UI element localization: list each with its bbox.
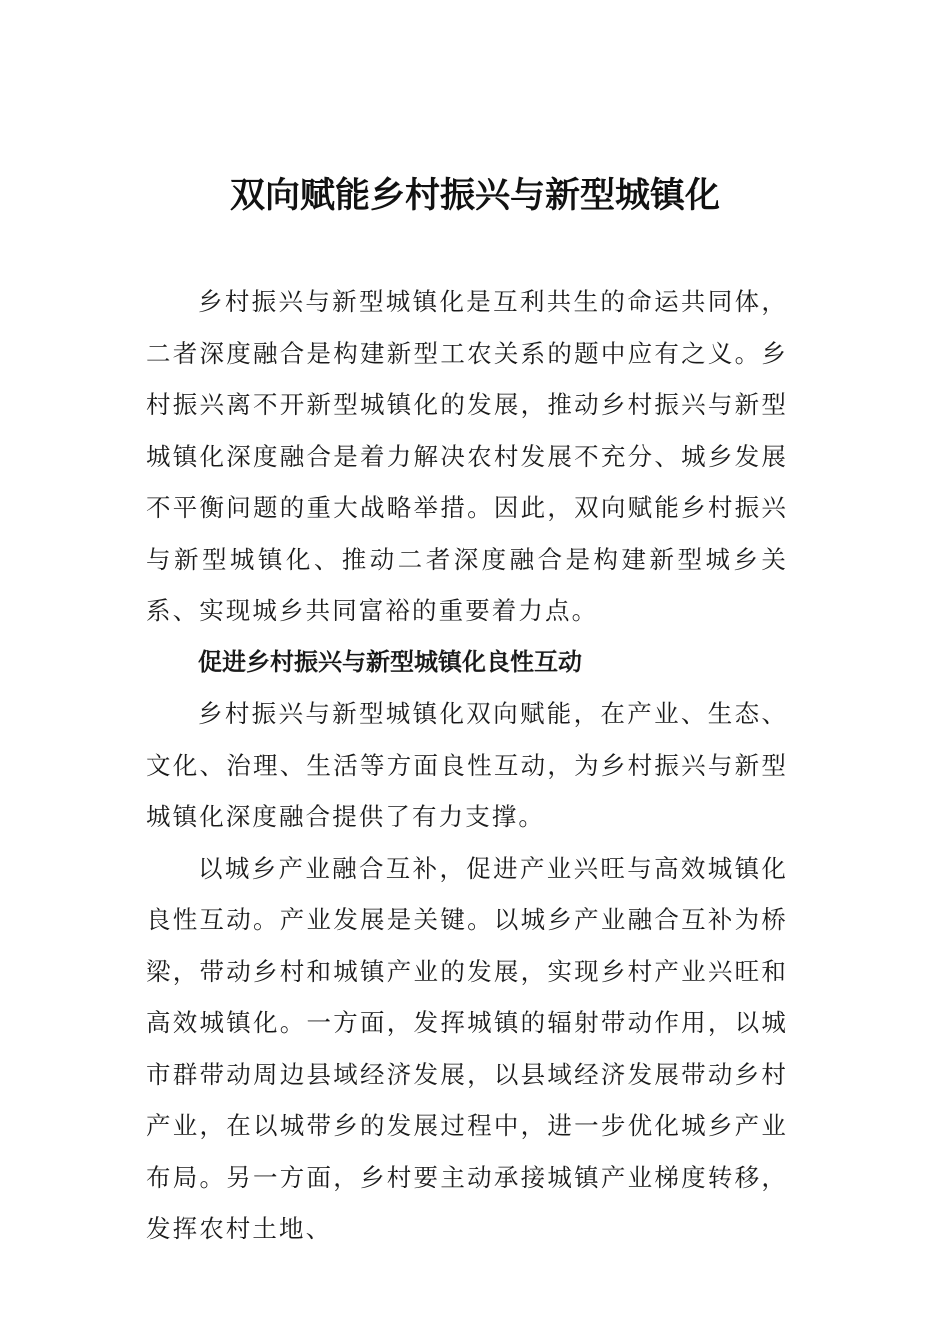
intro-paragraph: 乡村振兴与新型城镇化是互利共生的命运共同体，二者深度融合是构建新型工农关系的题中应有之义。乡村振兴离不开新型城镇化的发展，推动乡村振兴与新型城镇化深度融合是着力解决农村发展不充分、城乡发展不平衡问题的重大战略举措。因此，双向赋能乡村振兴与新型城镇化、推动二者深度融合是构建新型城乡关系、实现城乡共同富裕的重要着力点。 — [146, 287, 788, 625]
page-title: 双向赋能乡村振兴与新型城镇化 — [229, 175, 720, 216]
section-paragraph-1: 乡村振兴与新型城镇化双向赋能，在产业、生态、文化、治理、生活等方面良性互动，为乡村振兴与新型城镇化深度融合提供了有力支撑。 — [146, 699, 788, 831]
section-heading: 促进乡村振兴与新型城镇化良性互动 — [198, 647, 582, 676]
section-paragraph-2: 以城乡产业融合互补，促进产业兴旺与高效城镇化良性互动。产业发展是关键。以城乡产业融合互补为桥梁，带动乡村和城镇产业的发展，实现乡村产业兴旺和高效城镇化。一方面，发挥城镇的辐射带动作用，以城市群带动周边县域经济发展，以县域经济发展带动乡村产业，在以城带乡的发展过程中，进一步优化城乡产业布局。另一方面，乡村要主动承接城镇产业梯度转移，发挥农村土地、 — [146, 853, 788, 1243]
article-body — [146, 276, 788, 1255]
